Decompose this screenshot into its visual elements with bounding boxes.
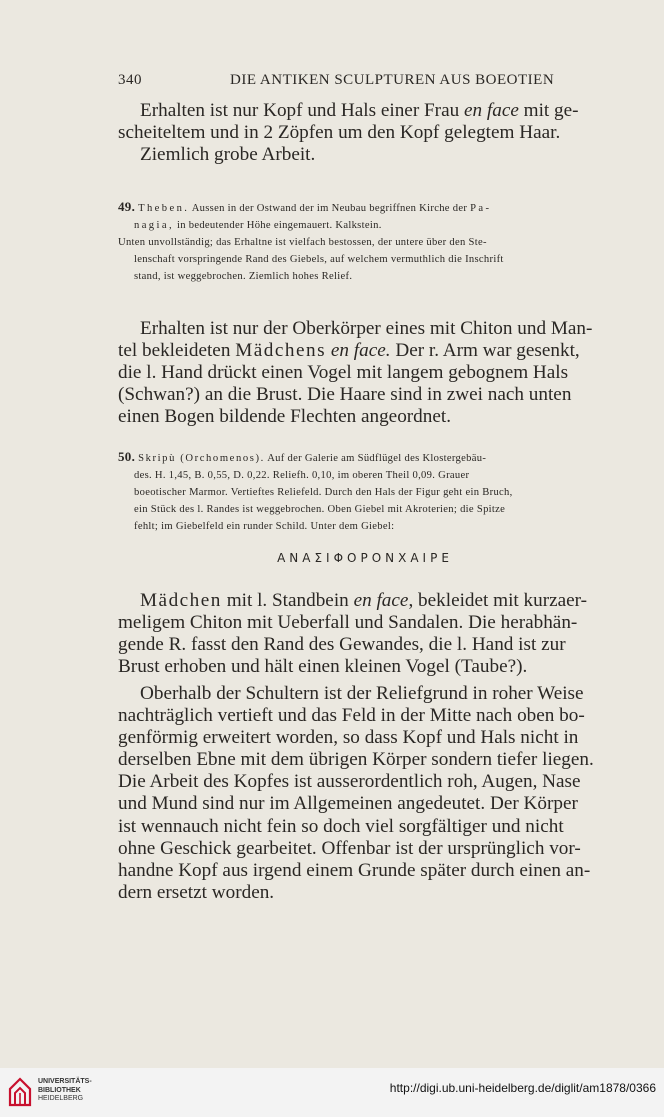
catalogue-entry-50: [118, 448, 612, 535]
text-line: Brust erhoben und hält einen kleinen Vogel (Taube?).: [118, 656, 528, 678]
text-line: Erhalten ist nur Kopf und Hals einer Frau en face mit ge-: [140, 100, 579, 121]
text-line: Erhalten ist nur der Oberkörper eines mit Chiton und Man-: [140, 318, 593, 339]
text-line: ein Stück des l. Randes ist weggebrochen. Oben Giebel mit Akroterien; die Spitze: [134, 504, 506, 515]
text-line: dern ersetzt worden.: [118, 881, 275, 903]
text-line: handne Kopf aus irgend einem Grunde später durch einen an-: [118, 859, 591, 881]
text-line: stand, ist weggebrochen. Ziemlich hohes Relief.: [134, 271, 353, 282]
text-line: tel bekleideten Mädchens en face. Der r. Arm war gesenkt,: [118, 340, 580, 362]
entry-heading-line: 50. Skripù (Orchomenos). Auf der Galerie am Südflügel des Klostergebäu-: [118, 449, 487, 464]
text-line: scheiteltem und in 2 Zöpfen um den Kopf gelegtem Haar.: [118, 122, 561, 144]
library-footer: [0, 1068, 664, 1117]
text-line: Die Arbeit des Kopfes ist ausserordentlich roh, Augen, Nase: [118, 771, 581, 793]
text-line: genförmig erweitert worden, so dass Kopf und Hals nicht in: [118, 727, 579, 749]
text-line: gende R. fasst den Rand des Gewandes, die l. Hand ist zur: [118, 634, 566, 656]
entry-number: 50.: [118, 449, 136, 464]
text-line: Ziemlich grobe Arbeit.: [140, 144, 316, 166]
text-line: die l. Hand drückt einen Vogel mit langem gebognem Hals: [118, 362, 569, 384]
text-line: nagia, in bedeutender Höhe eingemauert. Kalkstein.: [134, 220, 382, 231]
text-line: Oberhalb der Schultern ist der Reliefgrund in roher Weise: [140, 683, 584, 704]
page-number: 340: [118, 72, 142, 88]
paragraph-2: [118, 318, 612, 428]
text-line: lenschaft vorspringende Rand des Giebels, auf welchem vermuthlich die Inschrift: [134, 254, 504, 265]
paragraph-3: [118, 590, 612, 678]
text-line: einen Bogen bildende Flechten angeordnet.: [118, 406, 452, 428]
text-line: ist wennauch nicht fein so doch viel sorgfältiger und nicht: [118, 815, 564, 837]
source-url-link[interactable]: http://digi.ub.uni-heidelberg.de/diglit/am1878/0366: [389, 1081, 656, 1095]
paragraph-4: [118, 683, 612, 904]
text-line: ohne Geschick gearbeitet. Offenbar ist der ursprünglich vor-: [118, 837, 581, 859]
running-header: [118, 72, 608, 94]
text-line: meligem Chiton mit Ueberfall und Sandalen. Die herabhän-: [118, 612, 578, 634]
greek-inscription: ΑΝΑΣΙΦΟΡΟΝΧΑΙΡΕ: [277, 551, 453, 565]
text-line: und Mund sind nur im Allgemeinen angedeutet. Der Körper: [118, 793, 578, 815]
paragraph-1: [118, 100, 612, 166]
text-line: Mädchen mit l. Standbein en face, bekleidet mit kurzaer-: [140, 590, 588, 611]
library-logo-icon: [6, 1075, 34, 1109]
text-line: fehlt; im Giebelfeld ein runder Schild. Unter dem Giebel:: [134, 521, 395, 532]
running-title: DIE ANTIKEN SCULPTUREN AUS BOEOTIEN: [230, 72, 555, 88]
text-line: nachträglich vertieft und das Feld in der Mitte nach oben bo-: [118, 705, 585, 727]
library-name: UNIVERSITÄTS- BIBLIOTHEK HEIDELBERG: [38, 1078, 92, 1102]
catalogue-entry-49: [118, 198, 612, 285]
text-line: Unten unvollständig; das Erhaltne ist vielfach bestossen, der untere über den Ste-: [118, 237, 487, 248]
text-line: des. H. 1,45, B. 0,55, D. 0,22. Reliefh. 0,10, im oberen Theil 0,09. Grauer: [134, 470, 470, 481]
text-line: derselben Ebne mit dem übrigen Körper sondern tiefer liegen.: [118, 749, 594, 771]
text-line: boeotischer Marmor. Vertieftes Reliefeld. Durch den Hals der Figur geht ein Bruch,: [134, 487, 513, 498]
entry-heading-line: 49. Theben. Aussen in der Ostwand der im Neubau begriffnen Kirche der Pa-: [118, 199, 492, 214]
text-line: (Schwan?) an die Brust. Die Haare sind in zwei nach unten: [118, 384, 572, 406]
entry-number: 49.: [118, 199, 136, 214]
